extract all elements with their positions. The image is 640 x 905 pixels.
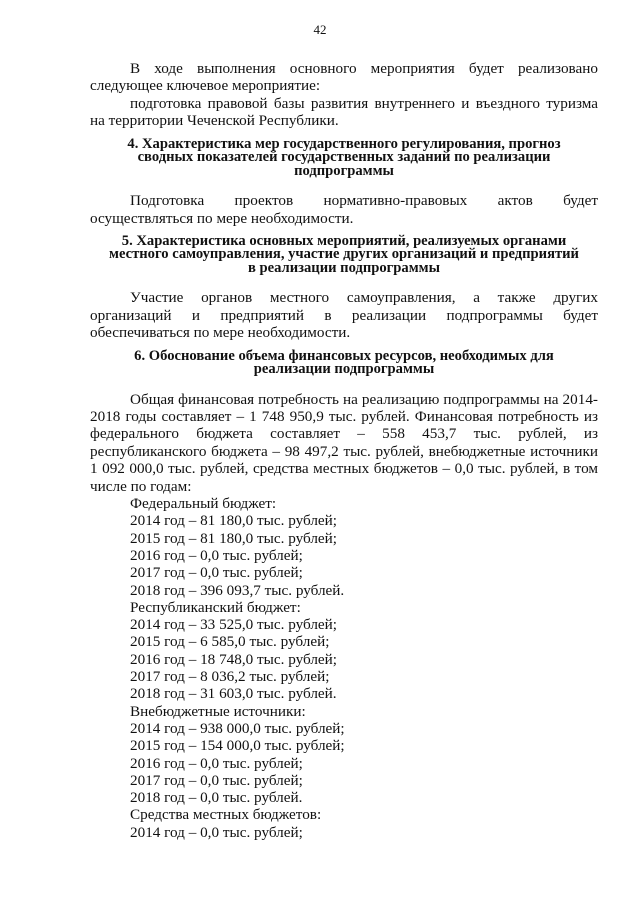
- section-5-heading-line: 5. Характеристика основных мероприятий, реализуемых органами: [121, 232, 567, 249]
- list-item: 2014 год – 33 525,0 тыс. рублей;: [130, 616, 338, 634]
- list-item: Средства местных бюджетов:: [130, 806, 322, 824]
- intro-paragraph-1: В ходе выполнения основного мероприятия будет реализовано следующее ключевое мероприятие:: [90, 60, 598, 95]
- funding-by-year-list: [130, 495, 598, 841]
- section-6-heading-line: 6. Обоснование объема финансовых ресурсов, необходимых для: [134, 347, 554, 364]
- list-item: 2017 год – 0,0 тыс. рублей;: [130, 771, 303, 789]
- section-5-heading-line: в реализации подпрограммы: [248, 259, 440, 276]
- list-item: 2014 год – 81 180,0 тыс. рублей;: [130, 512, 338, 530]
- page-number: 42: [313, 22, 327, 37]
- list-item: 2015 год – 81 180,0 тыс. рублей;: [130, 529, 338, 547]
- list-item: 2017 год – 8 036,2 тыс. рублей;: [130, 668, 330, 686]
- section-5-heading-line: местного самоуправления, участие других организаций и предприятий: [109, 246, 579, 263]
- section-6-heading-line: реализации подпрограммы: [253, 361, 435, 378]
- list-item: 2014 год – 0,0 тыс. рублей;: [130, 823, 303, 841]
- section-6-heading: [90, 347, 598, 378]
- section-5-text: Участие органов местного самоуправления, а также других организаций и предприятий в реализации подпрограммы будет обеспечиваться по мере необходимости.: [90, 289, 598, 342]
- list-item: 2017 год – 0,0 тыс. рублей;: [130, 564, 303, 582]
- page-content: [90, 60, 598, 841]
- list-item: 2016 год – 0,0 тыс. рублей;: [130, 546, 303, 564]
- section-4-heading-line: 4. Характеристика мер государственного регулирования, прогноз: [127, 135, 561, 152]
- list-item: Федеральный бюджет:: [130, 495, 277, 513]
- list-item: 2016 год – 0,0 тыс. рублей;: [130, 754, 303, 772]
- section-4-heading-line: сводных показателей государственных заданий по реализации: [137, 149, 551, 166]
- list-item: 2015 год – 154 000,0 тыс. рублей;: [130, 737, 345, 755]
- section-4-heading-line: подпрограммы: [294, 162, 394, 179]
- list-item: 2015 год – 6 585,0 тыс. рублей;: [130, 633, 330, 651]
- intro-paragraph-2: подготовка правовой базы развития внутреннего и въездного туризма на территории Чеченской Республики.: [90, 94, 598, 130]
- section-4-heading: [90, 135, 598, 179]
- section-4-text: Подготовка проектов нормативно-правовых актов будет осуществляться по мере необходимости.: [90, 192, 598, 227]
- section-5-heading: [90, 232, 598, 276]
- list-item: 2016 год – 18 748,0 тыс. рублей;: [130, 650, 338, 668]
- list-item: 2014 год – 938 000,0 тыс. рублей;: [130, 719, 345, 737]
- section-6-text: Общая финансовая потребность на реализацию подпрограммы на 2014-2018 годы составляет – 1 748 950,9 тыс. рублей. Финансовая потребность из федерального бюджета составляет – 558 453,7 тыс. рублей, из республиканского бюджета – 98 497,2 тыс. рублей, внебюджетные источники 1 092 000,0 тыс. рублей, средства местных бюджетов – 0,0 тыс. рублей, в том числе по годам:: [90, 390, 598, 495]
- list-item: Внебюджетные источники:: [130, 702, 306, 720]
- list-item: 2018 год – 0,0 тыс. рублей.: [130, 789, 303, 807]
- list-item: Республиканский бюджет:: [130, 598, 301, 616]
- list-item: 2018 год – 31 603,0 тыс. рублей.: [130, 685, 337, 703]
- list-item: 2018 год – 396 093,7 тыс. рублей.: [130, 581, 345, 599]
